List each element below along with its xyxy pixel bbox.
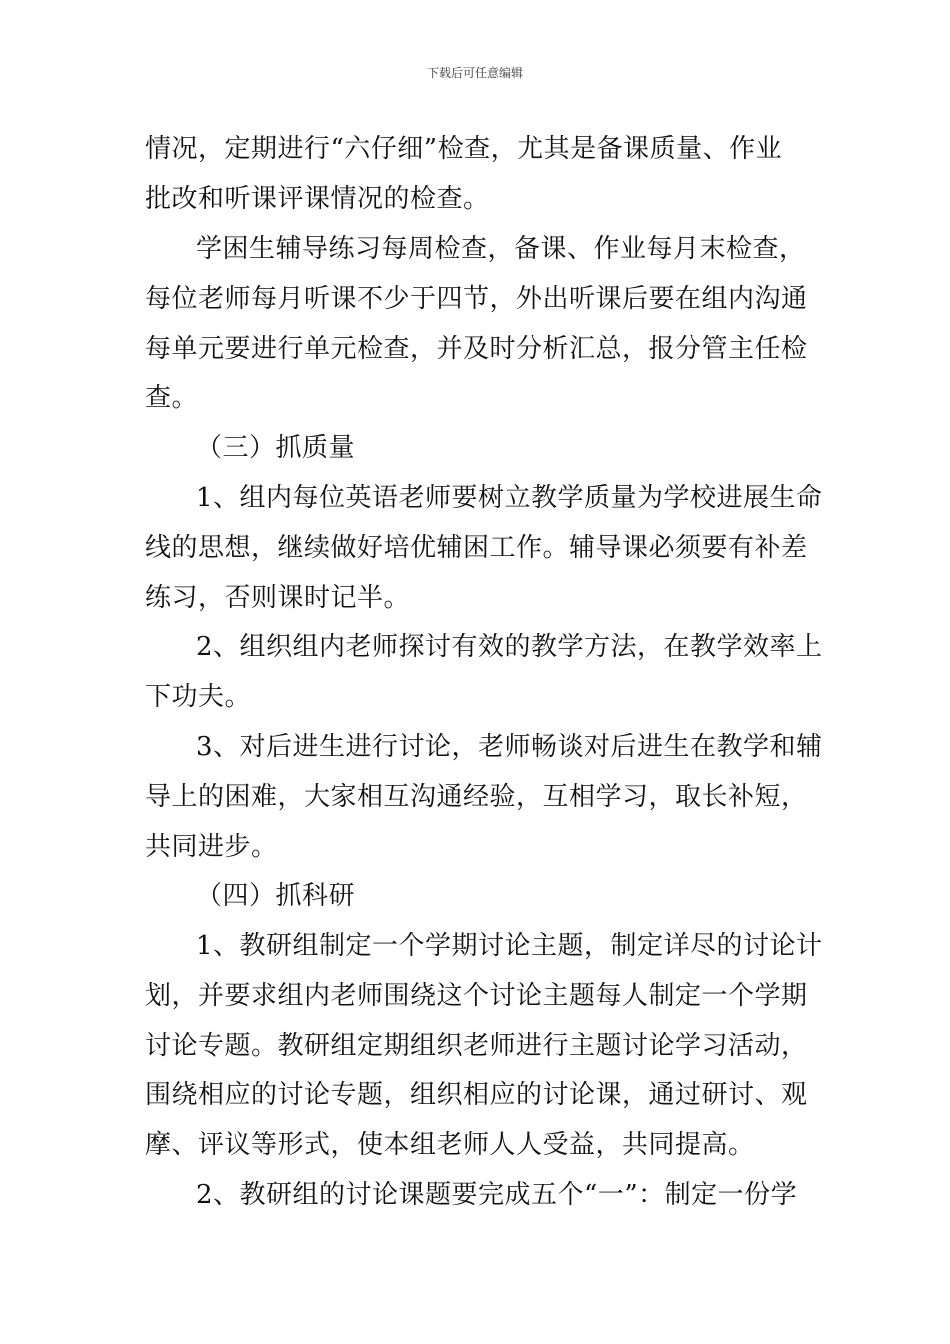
text-line: 3、对后进生进行讨论，老师畅谈对后进生在教学和辅 (196, 732, 823, 762)
text-line: 每单元要进行单元检查，并及时分析汇总，报分管主任检 (145, 334, 808, 364)
text-line: 批改和听课评课情况的检查。 (145, 184, 490, 214)
text-line: 讨论专题。教研组定期组织老师进行主题讨论学习活动， (145, 1031, 808, 1061)
text-line: 2、教研组的讨论课题要完成五个“一”：制定一份学 (196, 1180, 798, 1210)
text-line: 1、教研组制定一个学期讨论主题，制定详尽的讨论计 (196, 931, 823, 961)
text-line: 情况，定期进行“六仔细”检查，尤其是备课质量、作业 (145, 134, 783, 164)
text-line: 2、组织组内老师探讨有效的教学方法，在教学效率上 (196, 632, 823, 662)
text-line: 围绕相应的讨论专题，组织相应的讨论课，通过研讨、观 (145, 1080, 808, 1110)
text-line: 查。 (145, 383, 199, 413)
section-heading: （四）抓科研 (196, 881, 356, 911)
text-line: 摩、评议等形式，使本组老师人人受益，共同提高。 (145, 1130, 755, 1160)
text-line: 练习，否则课时记半。 (145, 583, 411, 613)
text-line: 每位老师每月听课不少于四节，外出听课后要在组内沟通 (145, 284, 808, 314)
text-line: 学困生辅导练习每周检查，备课、作业每月末检查， (196, 234, 806, 264)
text-line: 下功夫。 (145, 682, 252, 712)
text-line: 线的思想，继续做好培优辅困工作。辅导课必须要有补差 (145, 533, 808, 563)
text-line: 划，并要求组内老师围绕这个讨论主题每人制定一个学期 (145, 981, 808, 1011)
text-line: 共同进步。 (145, 832, 278, 862)
page-header: 下载后可任意编辑 (426, 66, 523, 80)
text-line: 1、组内每位英语老师要树立教学质量为学校进展生命 (196, 483, 823, 513)
text-line: 导上的困难，大家相互沟通经验，互相学习，取长补短， (145, 782, 808, 812)
section-heading: （三）抓质量 (196, 433, 356, 463)
